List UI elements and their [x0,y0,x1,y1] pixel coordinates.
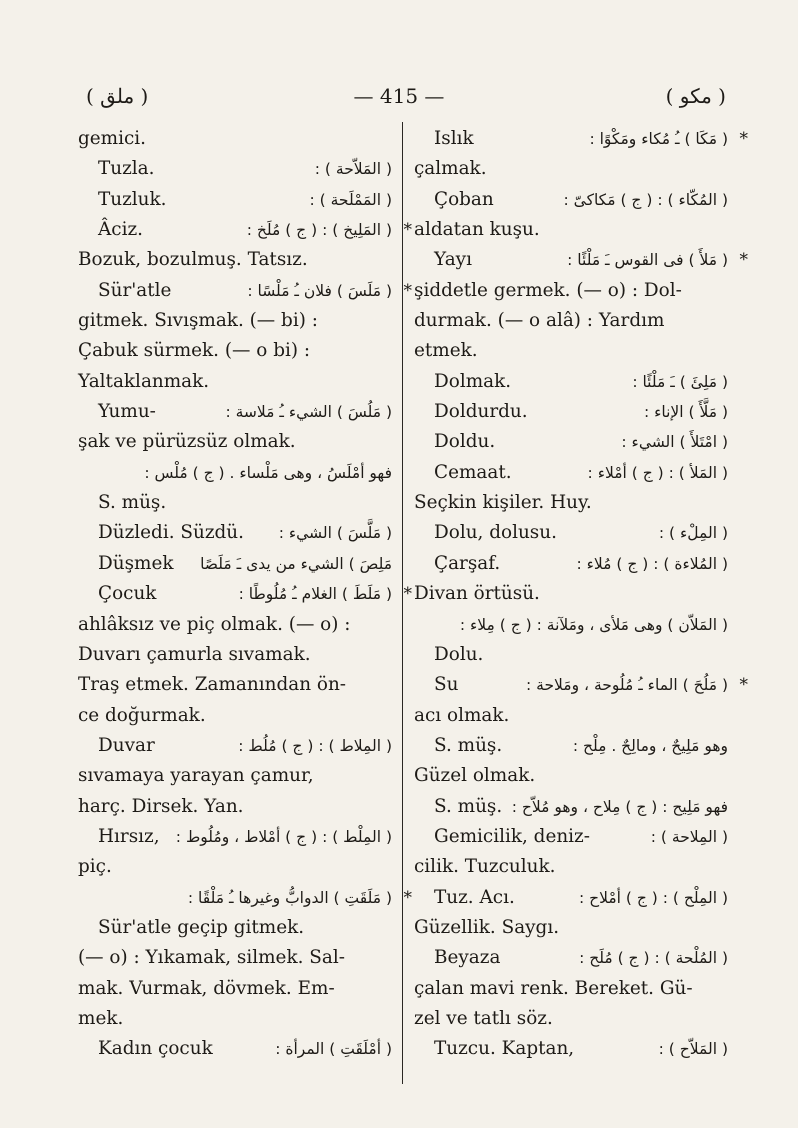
entry-line [414,761,728,791]
entry-line [414,397,728,427]
entry-line [414,1034,728,1064]
arabic-headword: وهو مَلِيحٌ ، ومالِحٌ . مِلْح : [572,736,728,755]
turkish-text: Dolu. [434,643,484,665]
arabic-headword: ( المِلاط ) : ( ج ) مُلُط : [238,736,392,755]
turkish-text: aldatan kuşu. [414,219,540,241]
turkish-text: Dolu, dolusu. [434,522,557,544]
arabic-headword: ( المِلْح ) : ( ج ) أمْلاح : [578,888,728,907]
arabic-headword: ( مَلَّأَ ) الإناء : [643,403,728,422]
turkish-text: Islık [434,128,474,149]
turkish-text: şak ve pürüzsüz olmak. [78,431,296,453]
arabic-headword: ( المُلاءة ) : ( ج ) مُلاء : [576,554,728,573]
entry-line [78,974,392,1004]
turkish-text: Yayı [434,249,472,271]
arabic-headword: ( المَلاّن ) وهى مَلأى ، ومَلآنة : ( ج ) مِلاء : [459,615,728,634]
entry-line [414,822,728,852]
turkish-text: mak. Vurmak, dövmek. Em- [78,977,335,999]
turkish-text: Düzledi. Süzdü. [98,522,244,544]
turkish-text: ahlâksız ve piç olmak. (— o) : [78,613,351,635]
arabic-headword: ( المِلْط ) : ( ج ) أمْلاط ، ومُلُوط : [175,827,392,846]
turkish-text: mek. [78,1007,124,1029]
turkish-text: Çarşaf. [434,552,501,574]
asterisk-icon: * [403,584,412,605]
turkish-text: piç. [78,856,112,878]
entry-line [78,488,392,518]
arabic-headword: ( المَلاّحة ) : [314,160,392,179]
right-column [414,124,748,1065]
turkish-text: Tuzcu. Kaptan, [434,1038,575,1060]
entry-line [78,701,392,731]
arabic-headword: ( المَلأ ) : ( ج ) أمْلاء : [587,463,728,482]
entry-line [78,154,392,184]
entry-line [78,458,392,488]
entry-line [78,245,392,275]
entry-line [414,518,728,548]
entry-line [78,276,412,306]
entry-line [78,761,392,791]
entry-line [414,670,748,700]
turkish-text: Hırsız, [98,825,160,847]
entry-line [78,640,392,670]
turkish-text: Tuz. Acı. [434,886,515,908]
turkish-text: sıvamaya yarayan çamur, [78,765,314,787]
asterisk-icon: * [403,220,412,241]
entry-line [78,731,392,761]
entry-line [78,336,392,366]
turkish-text: (— o) : Yıkamak, silmek. Sal- [78,947,345,969]
arabic-headword: ( المَلاّح ) : [658,1040,728,1059]
arabic-headword: فهو مَلِيح : ( ج ) مِلاح ، وهو مُلاّح : [511,797,728,816]
arabic-headword: ( المَمْلَحة ) : [309,190,392,209]
turkish-text: etmek. [414,340,478,362]
turkish-text: Yumu- [98,401,156,423]
left-column [78,124,412,1065]
turkish-text: durmak. (— o alâ) : Yardım [414,310,665,332]
arabic-headword: ( المُلْحة ) : ( ج ) مُلَح : [579,949,728,968]
entry-line [414,913,728,943]
entry-line [78,1004,392,1034]
turkish-text: Cemaat. [434,461,512,483]
turkish-text: Duvarı çamurla sıvamak. [78,643,311,665]
turkish-text: Yaltaklanmak. [78,370,210,392]
entry-line [414,427,728,457]
turkish-text: Çocuk [98,583,157,605]
turkish-text: Düşmek [98,552,174,574]
arabic-headword: ( مَلأَ ) فى القوس ـَ مَلْئًا : [567,251,728,270]
turkish-text: acı olmak. [414,704,510,726]
entry-line [78,215,412,245]
turkish-text: çalan mavi renk. Bereket. Gü- [414,977,693,999]
entry-line [78,427,392,457]
entry-line [414,852,728,882]
turkish-text: Traş etmek. Zamanından ön- [78,674,347,696]
turkish-text: Su [434,674,459,696]
entry-line [414,124,748,154]
entry-line [78,579,412,609]
entry-line [78,124,392,154]
arabic-headword: ( مَلَطَ ) الغلام ـُ مُلُوطًا : [238,585,392,604]
entry-line [78,792,392,822]
entry-line [414,458,728,488]
turkish-text: Tuzla. [98,158,155,180]
entry-line [78,367,392,397]
entry-line [414,367,728,397]
turkish-text: Tuzluk. [98,188,167,210]
entry-line [414,1004,728,1034]
turkish-text: Güzel olmak. [414,765,536,787]
arabic-headword: ( مَلُسَ ) الشيء ـُ مَلاسة : [225,403,392,422]
asterisk-icon: * [403,887,412,908]
turkish-text: Gemicilik, deniz- [434,825,590,847]
entry-line [78,822,392,852]
entry-line [78,610,392,640]
entry-line [414,549,728,579]
entry-line [414,185,728,215]
asterisk-icon: * [739,250,748,271]
turkish-text: Bozuk, bozulmuş. Tatsız. [78,249,308,271]
entry-line [78,185,392,215]
arabic-headword: ( مَلِئَ ) ـَ مَلْئًا : [632,372,728,391]
entry-line [414,792,728,822]
arabic-headword: ( مَلَقَتِ ) الدوابُّ وغيرها ـُ مَلْقًا : [187,888,392,907]
turkish-text: cilik. Tuzculuk. [414,856,556,878]
entry-line [78,397,392,427]
turkish-text: Çabuk sürmek. (— o bi) : [78,340,311,362]
entry-line [78,670,392,700]
turkish-text: zel ve tatlı söz. [414,1007,553,1029]
entry-line [414,306,728,336]
arabic-headword: ( المُكّاء ) : ( ج ) مَكاكىّ : [563,190,728,209]
header-left-guide-word: ( ملق ) [86,84,149,108]
entry-line [414,943,728,973]
turkish-text: şiddetle germek. (— o) : Dol- [414,279,682,301]
entry-line [414,579,728,609]
turkish-text: Seçkin kişiler. Huy. [414,492,592,514]
turkish-text: Doldurdu. [434,401,528,423]
entry-line [414,488,728,518]
turkish-text: Âciz. [98,219,143,241]
entry-line [78,852,392,882]
entry-line [414,336,728,366]
turkish-text: ce doğurmak. [78,704,206,726]
page-number: — 415 — [353,84,445,108]
turkish-text: S. müş. [434,734,503,756]
entry-line [78,883,412,913]
turkish-text: Doldu. [434,431,496,453]
arabic-headword: ( المِلْء ) : [658,524,728,543]
arabic-headword: فهو أمْلَسُ ، وهى مَلْساء . ( ج ) مُلْس : [144,463,392,482]
arabic-headword: ( مَكَا ) ـُ مُكاء ومَكْوًا : [589,130,728,148]
arabic-headword: ( مَلَسَ ) فلان ـُ مَلْسًا : [247,281,392,300]
entry-line [78,549,392,579]
turkish-text: Divan örtüsü. [414,583,540,605]
header-right-guide-word: ( مكو ) [665,84,726,108]
turkish-text: çalmak. [414,158,487,180]
entry-line [414,731,728,761]
turkish-text: Beyaza [434,947,501,969]
arabic-headword: مَلِصَ ) الشيء من يدى ـَ مَلَصًا [200,554,392,573]
turkish-text: Çoban [434,188,494,210]
turkish-text: S. müş. [98,492,167,514]
entry-line [414,276,728,306]
turkish-text: Dolmak. [434,370,512,392]
entry-line [414,215,728,245]
entry-line [414,154,728,184]
turkish-text: gemici. [78,128,147,149]
asterisk-icon: * [403,280,412,301]
entry-line [414,974,728,1004]
turkish-text: Kadın çocuk [98,1038,213,1060]
entry-line [78,913,392,943]
arabic-headword: ( أمْلَقَتِ ) المرأة : [275,1040,392,1059]
entry-line [414,883,728,913]
entry-line [414,610,728,640]
turkish-text: Sür'atle [98,279,172,301]
arabic-headword: ( مَلَّسَ ) الشيء : [278,524,392,543]
entry-line [414,640,728,670]
arabic-headword: ( مَلُحَ ) الماء ـُ مُلُوحة ، ومَلاحة : [526,676,728,695]
entry-line [414,245,748,275]
entry-line [78,518,392,548]
entry-line [78,306,392,336]
turkish-text: Sür'atle geçip gitmek. [98,916,305,938]
arabic-headword: ( المِلاحة ) : [650,827,728,846]
turkish-text: Güzellik. Saygı. [414,916,560,938]
arabic-headword: ( امْتَلأَ ) الشيء : [621,433,728,452]
turkish-text: gitmek. Sıvışmak. (— bi) : [78,310,318,332]
turkish-text: S. müş. [434,795,503,817]
entry-line [414,701,728,731]
turkish-text: harç. Dirsek. Yan. [78,795,244,817]
arabic-headword: ( المَلِيخ ) : ( ج ) مُلَخ : [246,221,392,240]
entry-line [78,1034,392,1064]
entry-line [78,943,392,973]
turkish-text: Duvar [98,734,155,756]
asterisk-icon: * [739,129,748,149]
asterisk-icon: * [739,675,748,696]
